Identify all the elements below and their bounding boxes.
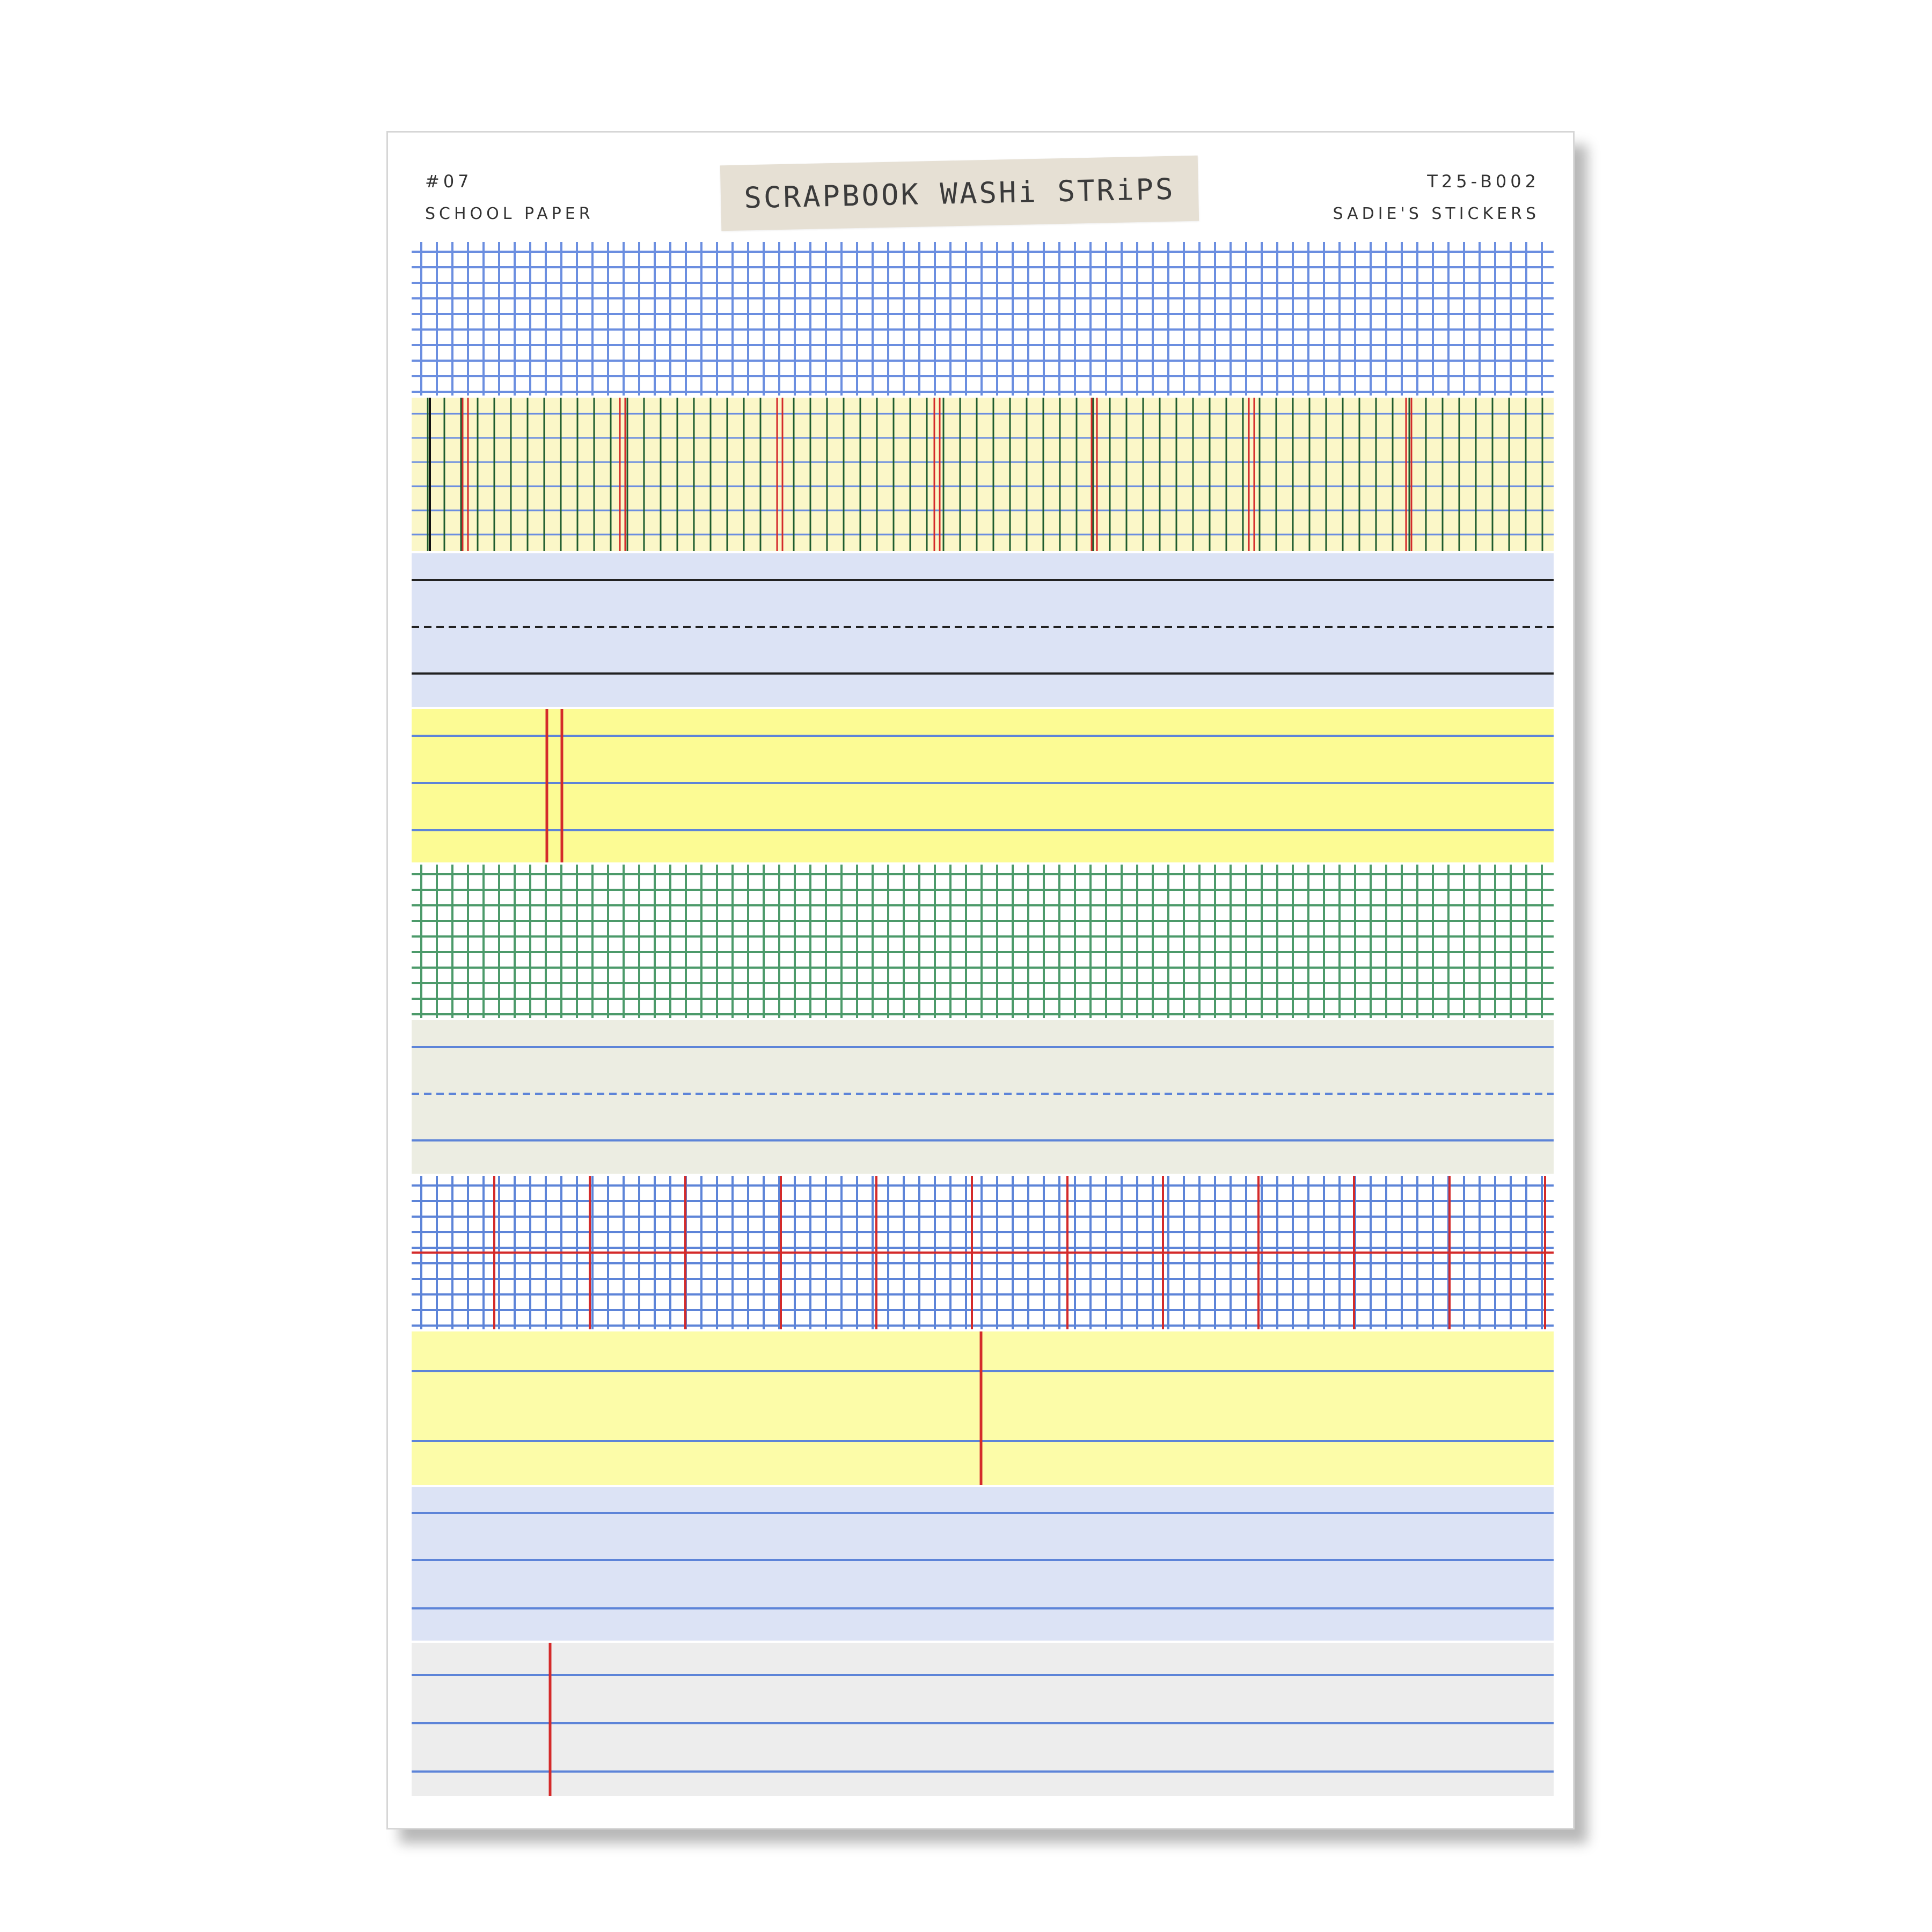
strip-blue-ruled bbox=[412, 1487, 1554, 1641]
product-code: T25-B002 bbox=[1427, 171, 1540, 192]
strip-yellow-engineering-grid bbox=[412, 398, 1554, 551]
gray-handwriting-dashed-pattern bbox=[412, 1020, 1554, 1174]
yellow-ruled-double-margin-pattern bbox=[412, 709, 1554, 862]
sheet-number: #07 bbox=[425, 171, 473, 192]
blue-handwriting-dashed-pattern bbox=[412, 553, 1554, 707]
blue-red-grid-pattern bbox=[412, 1176, 1554, 1329]
strip-gray-handwriting-dashed bbox=[412, 1020, 1554, 1174]
strip-gray-textured-ruled-margin bbox=[412, 1643, 1554, 1796]
blue-ruled-pattern bbox=[412, 1487, 1554, 1641]
yellow-engineering-grid-pattern bbox=[412, 398, 1554, 551]
blue-grid-pattern bbox=[412, 242, 1554, 396]
strip-yellow-ruled-double-margin bbox=[412, 709, 1554, 862]
yellow-ruled-center-margin-pattern bbox=[412, 1331, 1554, 1485]
sheet-title: SCRAPBOOK WASHi STRiPS bbox=[743, 172, 1176, 215]
green-grid-pattern bbox=[412, 865, 1554, 1018]
strip-blue-grid bbox=[412, 242, 1554, 396]
sticker-sheet bbox=[386, 131, 1575, 1829]
strip-blue-red-grid bbox=[412, 1176, 1554, 1329]
brand-name: SADIE'S STICKERS bbox=[1333, 204, 1540, 223]
strip-yellow-ruled-center-margin bbox=[412, 1331, 1554, 1485]
title-washi-tape bbox=[720, 156, 1199, 231]
gray-textured-ruled-margin-pattern bbox=[412, 1643, 1554, 1796]
strip-blue-handwriting-dashed bbox=[412, 553, 1554, 707]
strip-green-grid bbox=[412, 865, 1554, 1018]
collection-name: SCHOOL PAPER bbox=[425, 204, 594, 223]
